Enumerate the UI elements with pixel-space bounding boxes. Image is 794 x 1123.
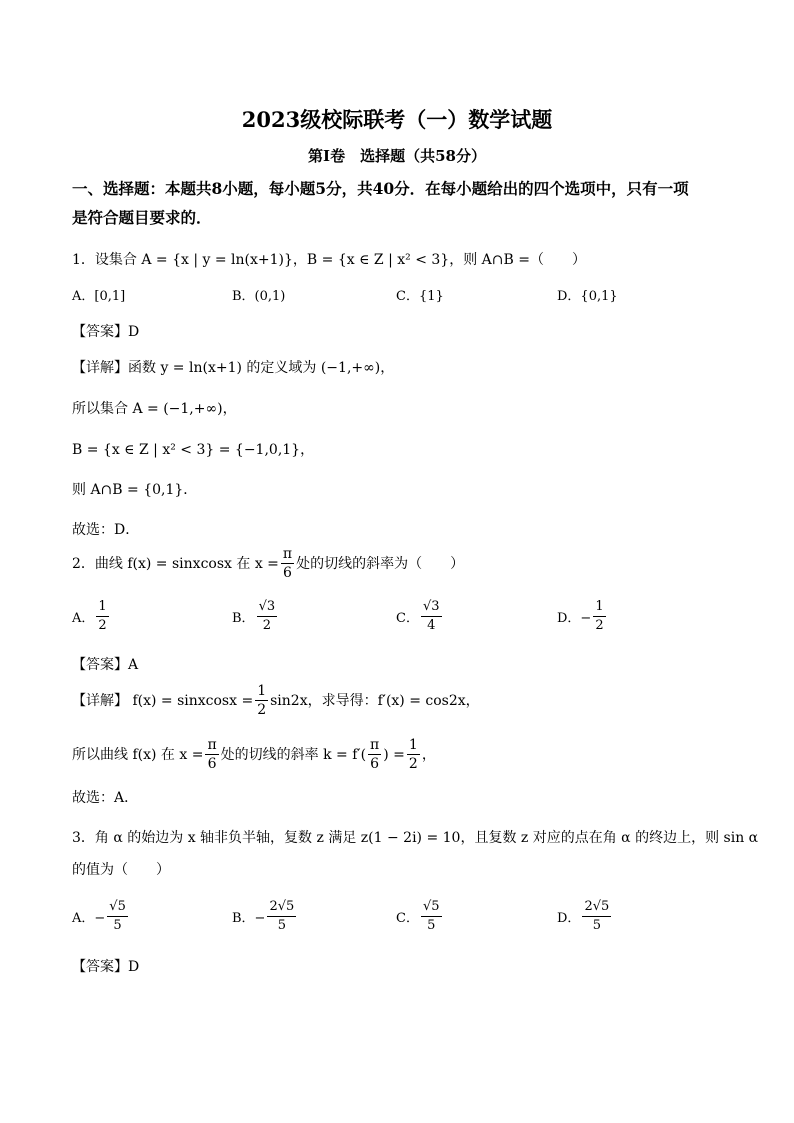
q2-option-d [557, 598, 608, 635]
q1-detail-5: 故选：D． [72, 522, 140, 538]
q1-detail-3: B = {x ∈ Z | x² < 3} = {−1,0,1}， [72, 442, 315, 458]
frac-denominator: 5 [277, 918, 286, 933]
q2-detail-1-fraction [255, 682, 268, 719]
frac-numerator: 1 [408, 737, 418, 753]
frac-numerator: 1 [593, 598, 605, 617]
q1-stem: 1．设集合 A = {x | y = ln(x+1)}，B = {x ∈ Z | x² < 3}，则 A∩B =（ ） [72, 252, 586, 268]
q2-detail-1-b: sin2x，求导得：f′(x) = cos2x， [270, 692, 480, 709]
q2-stem [72, 545, 464, 582]
q3-option-d [557, 898, 613, 935]
q2-detail-3: 故选：A． [72, 790, 139, 806]
q1-option-d: D．{0,1} [557, 289, 618, 304]
q2-detail-2-b: 处的切线的斜率 k = f′( [220, 746, 367, 763]
page-subtitle: 第Ⅰ卷 选择题（共58分） [308, 147, 486, 165]
option-fraction [582, 898, 611, 935]
q2-option-a [72, 598, 111, 635]
frac-numerator: π [282, 546, 293, 562]
option-label: C． [396, 911, 419, 926]
q3-stem-line1: 3．角 α 的始边为 x 轴非负半轴，复数 z 满足 z(1 − 2i) = 10，且复数 z 对应的点在角 α 的终边上，则 sin α [72, 830, 759, 846]
q2-detail-2-e: ， [421, 746, 436, 763]
q2-answer: 【答案】A [72, 657, 139, 673]
frac-numerator: 2√5 [582, 898, 611, 917]
frac-numerator: 1 [257, 683, 267, 699]
option-label: A．− [72, 911, 106, 926]
option-label: D．− [557, 611, 592, 626]
frac-numerator: √5 [421, 898, 442, 917]
frac-denominator: 6 [370, 756, 380, 772]
q1-detail-2: 所以集合 A = (−1,+∞)， [72, 401, 237, 417]
frac-denominator: 6 [283, 565, 292, 581]
q2-detail-2-a: 所以曲线 f(x) 在 x = [72, 746, 204, 763]
q1-option-c: C．{1} [396, 289, 444, 304]
frac-denominator: 2 [262, 618, 271, 633]
q2-detail-1-a: 【详解】 f(x) = sinxcosx = [72, 692, 254, 709]
q3-answer: 【答案】D [72, 959, 140, 975]
frac-denominator: 2 [595, 618, 604, 633]
q2-option-c [396, 598, 444, 635]
option-fraction [257, 598, 278, 635]
q3-stem-line2: 的值为（ ） [72, 862, 170, 878]
page-title: 2023级校际联考（一）数学试题 [241, 107, 553, 132]
option-fraction [96, 598, 108, 635]
q2-stem-text-b: 处的切线的斜率为（ ） [296, 555, 465, 572]
q2-detail-2-fraction-3 [407, 736, 420, 773]
q1-detail-1: 【详解】函数 y = ln(x+1) 的定义域为 (−1,+∞)， [72, 360, 395, 376]
frac-numerator: 2√5 [267, 898, 296, 917]
q3-option-c [396, 898, 444, 935]
option-fraction [267, 898, 296, 935]
q1-detail-4: 则 A∩B = {0,1}． [72, 482, 198, 498]
q2-detail-1 [72, 682, 480, 719]
option-label: B． [232, 611, 255, 626]
frac-denominator: 5 [592, 918, 601, 933]
frac-denominator: 2 [257, 702, 267, 718]
frac-denominator: 2 [98, 618, 107, 633]
q2-option-b [232, 598, 279, 635]
frac-denominator: 6 [207, 756, 217, 772]
frac-numerator: 1 [96, 598, 108, 617]
q2-stem-fraction [281, 545, 294, 582]
section-heading-line1: 一、选择题：本题共8小题，每小题5分，共40分．在每小题给出的四个选项中，只有一项 [72, 179, 689, 198]
option-label: C． [396, 611, 419, 626]
frac-denominator: 5 [427, 918, 436, 933]
option-label: A． [72, 611, 95, 626]
frac-denominator: 4 [427, 618, 436, 633]
frac-denominator: 2 [408, 756, 418, 772]
q1-option-b: B．(0,1) [232, 289, 286, 304]
q2-stem-text-a: 2．曲线 f(x) = sinxcosx 在 x = [72, 555, 279, 572]
q2-detail-2-fraction-2 [368, 736, 381, 773]
option-fraction [421, 598, 442, 635]
option-label: D． [557, 911, 581, 926]
option-fraction [107, 898, 128, 935]
q3-option-b [232, 898, 298, 935]
option-fraction [593, 598, 605, 635]
q1-answer: 【答案】D [72, 324, 140, 340]
q2-detail-2-c: ) = [383, 746, 405, 763]
frac-numerator: π [207, 737, 217, 753]
frac-numerator: √3 [421, 598, 442, 617]
frac-numerator: √5 [107, 898, 128, 917]
q2-detail-2 [72, 736, 436, 773]
section-heading-line2: 是符合题目要求的． [72, 208, 212, 227]
q2-detail-2-fraction-1 [205, 736, 218, 773]
option-label: B．− [232, 911, 266, 926]
q3-option-a [72, 898, 130, 935]
frac-denominator: 5 [113, 918, 122, 933]
option-fraction [421, 898, 442, 935]
q1-option-a: A．[0,1] [72, 289, 126, 304]
frac-numerator: π [370, 737, 380, 753]
frac-numerator: √3 [257, 598, 278, 617]
